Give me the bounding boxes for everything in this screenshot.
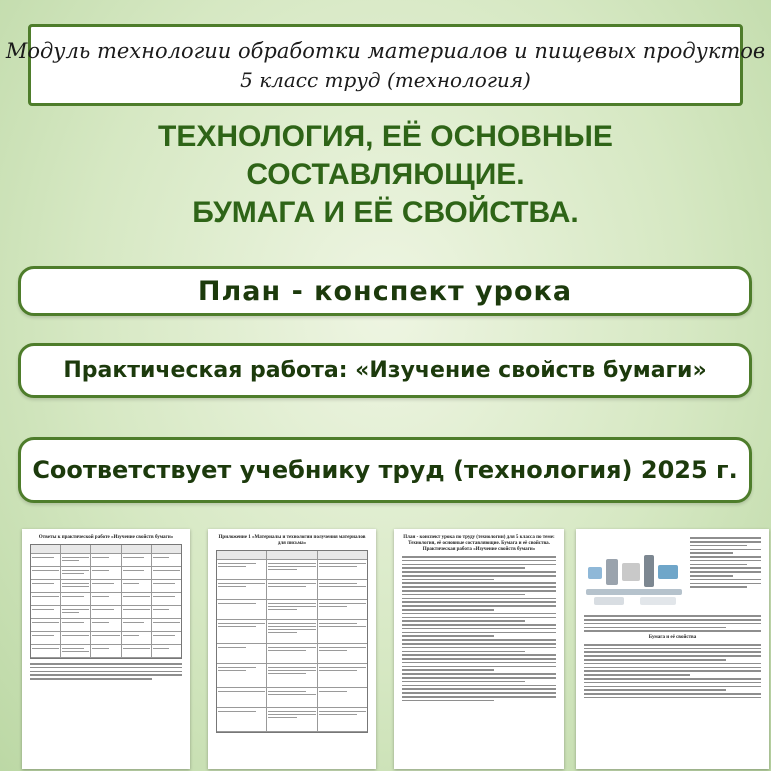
section-heading: Бумага и её свойства: [648, 634, 697, 640]
grade-subtitle: 5 класс труд (технология): [240, 67, 531, 92]
document-thumbnail-answers: [22, 529, 190, 769]
document-thumbnail-lesson-plan: [394, 529, 564, 769]
thumbnail-title: Ответы к практической работе «Изучение свойств бумаги»: [38, 535, 174, 540]
title-line-3: БУМАГА И ЕЁ СВОЙСТВА.: [192, 196, 579, 229]
title-line-2: СОСТАВЛЯЮЩИЕ.: [246, 158, 525, 191]
materials-table: [216, 550, 368, 733]
paper-production-illustration: [584, 537, 684, 609]
thumbnail-title: Приложение 1 «Материалы и технологии получения материалов для письма»: [218, 535, 366, 546]
document-thumbnail-materials: [208, 529, 376, 769]
module-header: [5, 24, 766, 106]
lesson-plan-banner: План - конспект урока: [18, 266, 752, 316]
document-thumbnail-paper-properties: [576, 529, 769, 769]
module-title: Модуль технологии обработки материалов и пищевых продуктов: [5, 38, 766, 63]
answers-table: [30, 544, 182, 659]
page-title: [0, 118, 771, 232]
textbook-banner: Соответствует учебнику труд (технология) 2025 г.: [18, 437, 752, 503]
title-line-1: ТЕХНОЛОГИЯ, ЕЁ ОСНОВНЫЕ: [158, 120, 613, 153]
thumbnail-title: План - конспект урока по труду (технологии) для 5 класса по теме: Технология, её основные составляющие. Бумага и её свойства. Практическая работа «Изучение свойств бумаги»: [403, 535, 555, 552]
practical-work-banner: Практическая работа: «Изучение свойств бумаги»: [18, 343, 752, 398]
lesson-plan-text: [402, 556, 556, 701]
